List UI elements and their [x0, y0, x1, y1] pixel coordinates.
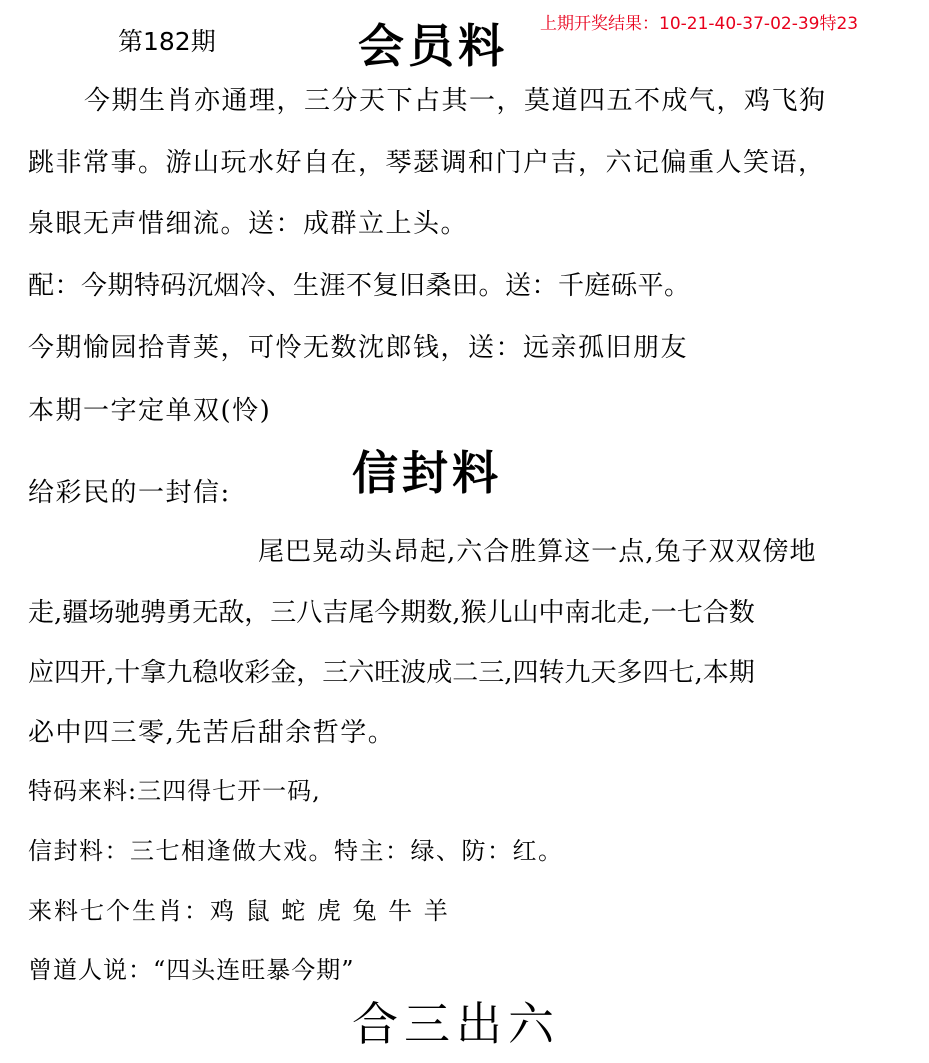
- letter-title: 信封料: [352, 446, 502, 500]
- footer-title: 合三出六: [352, 997, 560, 1051]
- poem-line-1: 今期生肖亦通理，三分天下占其一，莫道四五不成气，鸡飞狗: [84, 86, 827, 116]
- letter-line-3: 应四开,十拿九稳收彩金，三六旺波成二三,四转九天多四七,本期: [28, 658, 755, 688]
- zodiac-line: 来料七个生肖：鸡 鼠 蛇 虎 兔 牛 羊: [28, 897, 450, 925]
- yu-line: 今期愉园拾青荚，可怜无数沈郎钱，送：远亲孤旧朋友: [28, 333, 689, 363]
- issue-number: 第182期: [118, 27, 216, 56]
- poem-line-2: 跳非常事。游山玩水好自在，琴瑟调和门户吉，六记偏重人笑语，: [28, 148, 826, 178]
- danshuang-line: 本期一字定单双(怜): [28, 396, 272, 426]
- quote-line: 曾道人说：“四头连旺暴今期”: [28, 956, 355, 984]
- letter-line-1: 尾巴晃动头昂起,六合胜算这一点,兔子双双傍地: [258, 537, 817, 567]
- pei-line: 配：今期特码沉烟冷、生涯不复旧桑田。送：千庭砾平。: [28, 271, 691, 301]
- letter-line-2: 走,疆场驰骋勇无敌，三八吉尾今期数,猴儿山中南北走,一七合数: [28, 598, 755, 628]
- poem-line-3: 泉眼无声惜细流。送：成群立上头。: [28, 209, 469, 239]
- letter-line-4: 必中四三零,先苦后甜余哲学。: [28, 718, 396, 748]
- envelope-line: 信封料：三七相逢做大戏。特主：绿、防：红。: [28, 837, 564, 865]
- letter-intro: 给彩民的一封信:: [28, 478, 231, 508]
- last-draw-result: 上期开奖结果：10-21-40-37-02-39特23: [540, 14, 859, 34]
- special-code-line: 特码来料:三四得七开一码,: [28, 777, 321, 805]
- page-title: 会员料: [358, 19, 508, 73]
